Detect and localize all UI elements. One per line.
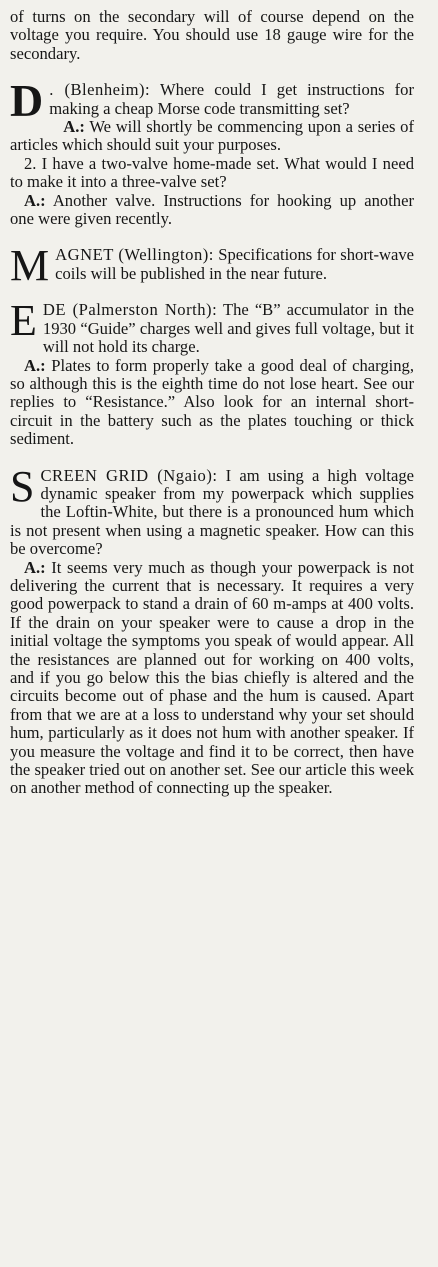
continuation-text: of turns on the secondary will of course depend on the voltage you require. You should use 18 gauge wire for the secondary. — [10, 7, 414, 63]
query-entry-blenheim — [10, 75, 414, 229]
query-entry-palmerston-north — [10, 296, 414, 449]
question-text: The “B” accumulator in the 1930 “Guide” charges well and gives full voltage, but it will not hold its charge. — [42, 300, 414, 357]
answer-label: A.: — [24, 190, 46, 210]
query-question — [10, 75, 414, 127]
question-text: Specifications for short-wave coils will be published in the near future. — [55, 245, 414, 283]
query-question-2 — [10, 155, 414, 192]
question-text: I am using a high voltage dynamic speaker from my powerpack which supplies the Loftin-White, but there is a pronounced hum which is not present when using a magnetic speaker. How can this be overcome? — [10, 465, 414, 559]
drop-cap: D — [10, 75, 44, 127]
answer-label: A.: — [24, 355, 46, 375]
continued-answer — [10, 8, 414, 63]
query-answer-2 — [10, 192, 414, 229]
correspondent-name: . (Blenheim): — [49, 80, 151, 100]
query-entry-ngaio — [10, 461, 414, 798]
drop-cap: M — [10, 241, 50, 291]
answer-label: A.: — [24, 557, 46, 577]
query-answer — [10, 118, 414, 155]
question-text: 2. I have a two-valve home-made set. What would I need to make it into a three-valve set? — [10, 153, 414, 192]
correspondent-name: AGNET (Wellington): — [55, 245, 214, 265]
drop-cap: S — [10, 461, 35, 511]
answer-text: We will shortly be commencing upon a series of articles which should suit your purposes. — [10, 117, 414, 155]
correspondent-name: CREEN GRID (Ngaio): — [40, 465, 218, 485]
correspondent-name: DE (Palmerston North): — [42, 300, 218, 320]
query-answer — [10, 559, 414, 798]
answer-label: A.: — [63, 117, 85, 137]
drop-cap: E — [10, 296, 37, 346]
query-question — [10, 296, 414, 357]
query-entry-wellington — [10, 241, 414, 291]
question-text: Where could I get instructions for making a cheap Morse code transmitting set? — [49, 80, 414, 118]
answer-text: Plates to form properly take a good deal of charging, so although this is the eighth time do not lose heart. See our replies to “Resistance.” Also look for an internal short-circuit in the battery such as the plates touching or thick sediment. — [10, 355, 414, 449]
query-answer — [10, 357, 414, 449]
query-question — [10, 241, 414, 291]
query-question — [10, 461, 414, 559]
answer-text: Another valve. Instructions for hooking up another one were given recently. — [10, 190, 414, 229]
answer-text: It seems very much as though your powerpack is not delivering the current that is necessary. It requires a very good powerpack to stand a drain of 60 m-amps at 400 volts. If the drain on your speaker were to cause a drop in the initial voltage the symptoms you speak of would appear. All the resistances are planned out for working on 400 volts, and if you go below this the bias chiefly is altered and the circuits become out of phase and the hum is caused. Apart from that we are at a loss to understand why your set should hum, particularly as it does not hum with another speaker. If you measure the voltage and find it to be correct, then have the speaker tried out on another set. See our article this week on another method of connecting up the speaker. — [10, 557, 414, 798]
